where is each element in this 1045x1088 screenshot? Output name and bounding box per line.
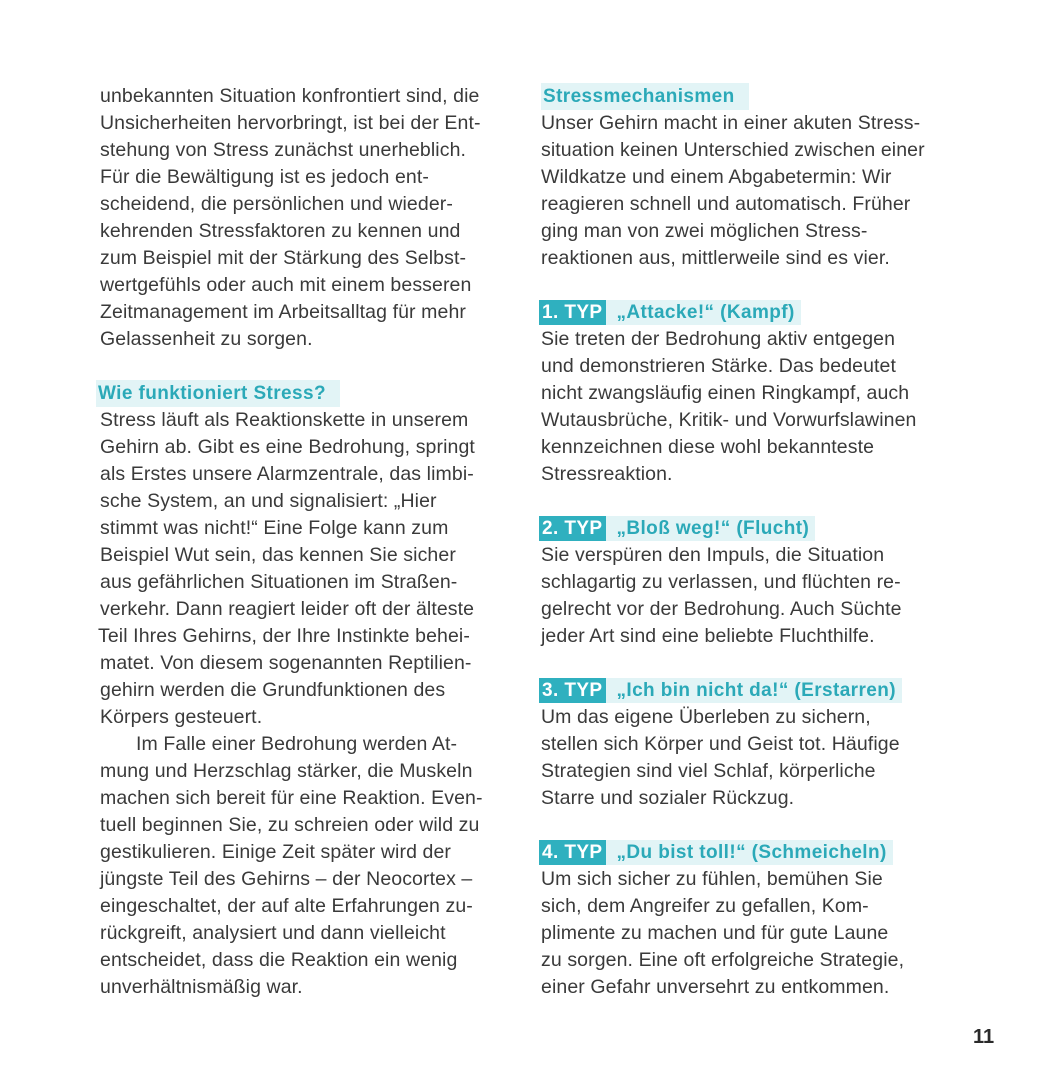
type-title: „Du bist toll!“ (Schmeicheln) — [606, 840, 892, 865]
text-line: Unser Gehirn macht in einer akuten Stress- — [541, 112, 921, 134]
text-line: zu sorgen. Eine oft erfolgreiche Strategie, — [541, 949, 905, 971]
text-line: Sie treten der Bedrohung aktiv entgegen — [541, 328, 896, 350]
type-3-section — [541, 677, 956, 812]
text-line: einer Gefahr unversehrt zu entkommen. — [541, 976, 890, 998]
text-line: Starre und sozialer Rückzug. — [541, 787, 795, 809]
text-line: mung und Herzschlag stärker, die Muskeln — [100, 760, 473, 782]
left-column — [100, 83, 510, 1001]
text-line: unverhältnismäßig war. — [100, 976, 303, 998]
text-line: eingeschaltet, der auf alte Erfahrungen zu- — [100, 895, 473, 917]
type-4-section — [541, 839, 956, 1001]
text-line: schlagartig zu verlassen, und flüchten re- — [541, 571, 901, 593]
text-line: wertgefühls oder auch mit einem besseren — [100, 274, 472, 296]
text-line: gestikulieren. Einige Zeit später wird der — [100, 841, 452, 863]
type-badge: 2. TYP — [539, 516, 606, 541]
stress-chain-paragraph — [100, 407, 510, 731]
text-line: reagieren schnell und automatisch. Früher — [541, 193, 911, 215]
page-number: 11 — [973, 1026, 995, 1048]
text-line: Stress läuft als Reaktionskette in unserem — [100, 409, 469, 431]
type-badge: 3. TYP — [539, 678, 606, 703]
text-line: Körpers gesteuert. — [100, 706, 263, 728]
type-title: „Attacke!“ (Kampf) — [606, 300, 800, 325]
threat-response-paragraph — [100, 731, 510, 1001]
text-line: Unsicherheiten hervorbringt, ist bei der Ent- — [100, 112, 481, 134]
intro-paragraph — [100, 83, 510, 353]
text-line: scheidend, die persönlichen und wieder- — [100, 193, 453, 215]
text-line: Strategien sind viel Schlaf, körperliche — [541, 760, 876, 782]
type-1-section — [541, 299, 956, 488]
right-column — [541, 83, 956, 1001]
text-line: als Erstes unsere Alarmzentrale, das limbi- — [100, 463, 474, 485]
text-line: stimmt was nicht!“ Eine Folge kann zum — [100, 517, 449, 539]
text-line: Wildkatze und einem Abgabetermin: Wir — [541, 166, 892, 188]
type-2-section — [541, 515, 956, 650]
text-line: gehirn werden die Grundfunktionen des — [100, 679, 446, 701]
text-line: tuell beginnen Sie, zu schreien oder wild zu — [100, 814, 480, 836]
text-line: verkehr. Dann reagiert leider oft der älteste — [100, 598, 475, 620]
type-heading — [539, 839, 956, 866]
text-line: sche System, an und signalisiert: „Hier — [100, 490, 437, 512]
type-title: „Bloß weg!“ (Flucht) — [606, 516, 815, 541]
text-line: Wutausbrüche, Kritik- und Vorwurfslawinen — [541, 409, 917, 431]
text-line: situation keinen Unterschied zwischen einer — [541, 139, 925, 161]
text-line: Stressreaktion. — [541, 463, 673, 485]
type-badge: 1. TYP — [539, 300, 606, 325]
text-line: sich, dem Angreifer zu gefallen, Kom- — [541, 895, 869, 917]
text-line: Um das eigene Überleben zu sichern, — [541, 706, 871, 728]
text-line: Teil Ihres Gehirns, der Ihre Instinkte behei- — [98, 625, 470, 647]
text-line: reaktionen aus, mittlerweile sind es vier. — [541, 247, 890, 269]
text-line: Im Falle einer Bedrohung werden At- — [136, 733, 458, 755]
text-line: entscheidet, dass die Reaktion ein wenig — [100, 949, 458, 971]
section-heading-how-stress-works: Wie funktioniert Stress? — [96, 380, 340, 407]
text-line: jeder Art sind eine beliebte Fluchthilfe. — [541, 625, 875, 647]
type-badge: 4. TYP — [539, 840, 606, 865]
text-line: nicht zwangsläufig einen Ringkampf, auch — [541, 382, 910, 404]
text-line: zum Beispiel mit der Stärkung des Selbst- — [100, 247, 467, 269]
text-line: ging man von zwei möglichen Stress- — [541, 220, 868, 242]
type-title: „Ich bin nicht da!“ (Erstarren) — [606, 678, 902, 703]
text-line: Sie verspüren den Impuls, die Situation — [541, 544, 885, 566]
text-line: aus gefährlichen Situationen im Straßen- — [100, 571, 458, 593]
text-line: plimente zu machen und für gute Laune — [541, 922, 889, 944]
type-heading — [539, 677, 956, 704]
text-line: Beispiel Wut sein, das kennen Sie sicher — [100, 544, 456, 566]
text-line: und demonstrieren Stärke. Das bedeutet — [541, 355, 897, 377]
text-line: stehung von Stress zunächst unerheblich. — [100, 139, 467, 161]
text-line: gelrecht vor der Bedrohung. Auch Süchte — [541, 598, 902, 620]
text-line: unbekannten Situation konfrontiert sind, die — [100, 85, 480, 107]
text-line: Gehirn ab. Gibt es eine Bedrohung, springt — [100, 436, 475, 458]
text-line: kehrenden Stressfaktoren zu kennen und — [100, 220, 461, 242]
text-line: Für die Bewältigung ist es jedoch ent- — [100, 166, 429, 188]
text-line: Um sich sicher zu fühlen, bemühen Sie — [541, 868, 883, 890]
mechanisms-intro-paragraph — [541, 110, 956, 272]
type-heading — [539, 515, 956, 542]
section-heading-stress-mechanisms: Stressmechanismen — [541, 83, 749, 110]
text-line: kennzeichnen diese wohl bekannteste — [541, 436, 875, 458]
text-line: machen sich bereit für eine Reaktion. Even- — [100, 787, 483, 809]
text-line: matet. Von diesem sogenannten Reptilien- — [100, 652, 472, 674]
text-line: rückgreift, analysiert und dann vielleicht — [100, 922, 446, 944]
type-heading — [539, 299, 956, 326]
text-line: jüngste Teil des Gehirns – der Neocortex – — [100, 868, 473, 890]
text-line: Gelassenheit zu sorgen. — [100, 328, 313, 350]
text-line: Zeitmanagement im Arbeitsalltag für mehr — [100, 301, 466, 323]
text-line: stellen sich Körper und Geist tot. Häufige — [541, 733, 900, 755]
